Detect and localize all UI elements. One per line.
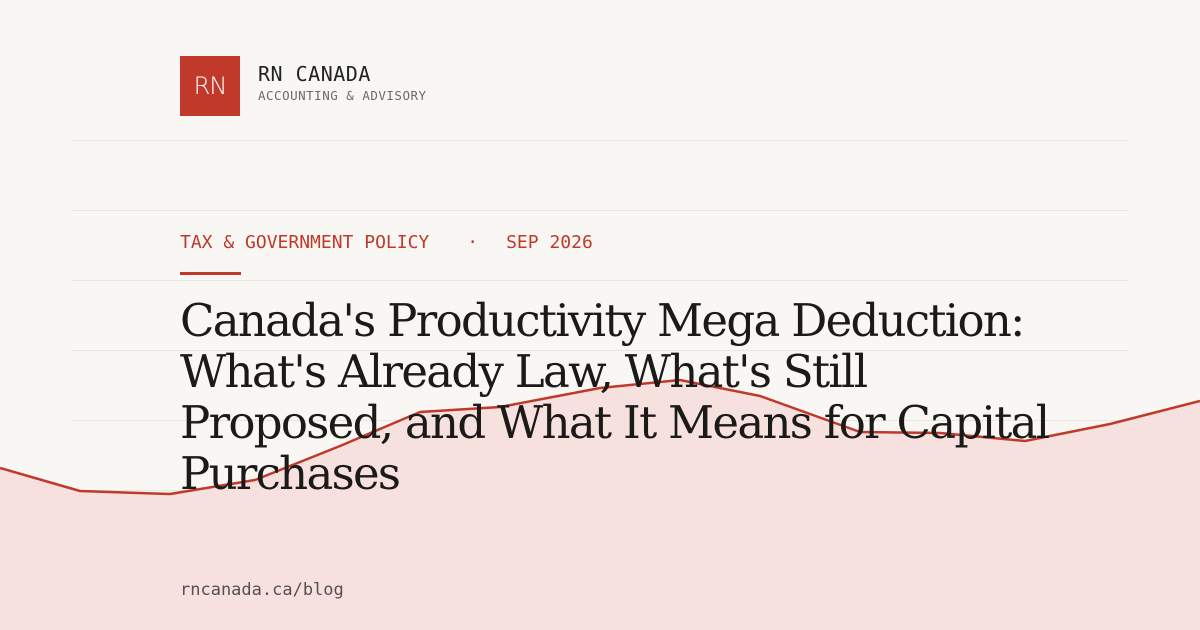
post-meta — [180, 232, 593, 253]
logo[interactable] — [180, 56, 240, 116]
meta-separator: · — [467, 232, 479, 253]
post-date: SEP 2026 — [506, 232, 593, 253]
category-label: TAX & GOVERNMENT POLICY — [180, 232, 430, 253]
brand-tagline: ACCOUNTING & ADVISORY — [258, 88, 427, 103]
post-title: Canada's Productivity Mega Deduction: What's Already Law, What's Still Proposed, and What It Means for Capital Purchases — [180, 294, 1049, 500]
category-underline — [180, 272, 241, 275]
logo-text: RN — [193, 72, 227, 100]
footer-url: rncanada.ca/blog — [180, 580, 344, 600]
brand-name: RN CANADA — [258, 62, 371, 86]
